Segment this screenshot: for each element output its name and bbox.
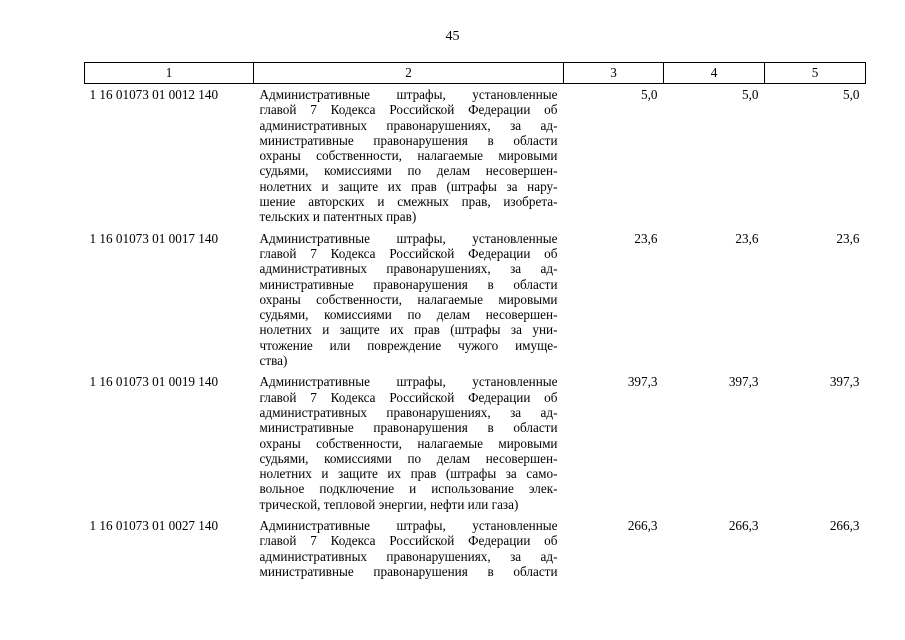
value-col-3: 5,0: [641, 87, 658, 102]
description-line: Административные штрафы, установленные: [259, 87, 558, 102]
value-col-5: 397,3: [829, 374, 860, 390]
value-col-5: 5,0: [843, 87, 860, 102]
description-line: нолетних и защите их прав (штрафы за само-: [259, 466, 558, 482]
description-line: судьями, комиссиями по делам несовершен-: [259, 307, 558, 323]
description-line: судьями, комиссиями по делам несовершен-: [259, 450, 558, 466]
description-line: министративные правонарушения в области: [259, 276, 558, 292]
value-col-5: 266,3: [829, 518, 860, 534]
description-line: главой 7 Кодекса Российской Федерации об: [259, 389, 558, 405]
description-line: нолетних и защите их прав (штрафы за нару-: [259, 178, 558, 194]
value-col-3: 397,3: [627, 374, 658, 390]
table-row: [85, 515, 866, 579]
value-col-3: 23,6: [634, 230, 658, 246]
description-line: охраны собственности, налагаемые мировыми: [259, 148, 558, 164]
description-line: министративные правонарушения в области: [259, 420, 558, 436]
description: [254, 515, 564, 579]
description-line: трической, тепловой энергии, нефти или газа): [259, 496, 519, 512]
description-line: Административные штрафы, установленные: [259, 230, 558, 246]
value-col-4: 23,6: [735, 230, 759, 246]
description-line: тельских и патентных прав): [259, 209, 417, 225]
description-line: ства): [259, 353, 288, 369]
description-line: Административные штрафы, установленные: [259, 374, 558, 390]
column-header-3: 3: [564, 63, 664, 84]
value-col-4: 397,3: [728, 374, 759, 390]
column-header-1: 1: [85, 63, 254, 84]
budget-code: 1 16 01073 01 0017 140: [89, 230, 219, 246]
value-col-4: 5,0: [742, 87, 759, 102]
budget-code: 1 16 01073 01 0012 140: [89, 87, 219, 102]
table-row: [85, 371, 866, 515]
column-header-2: 2: [254, 63, 564, 84]
budget-code: 1 16 01073 01 0019 140: [89, 374, 219, 390]
description: [254, 228, 564, 372]
table-row: [85, 228, 866, 372]
value-col-3: 266,3: [627, 518, 658, 534]
column-header-5: 5: [765, 63, 866, 84]
description-line: министративные правонарушения в области: [259, 563, 558, 579]
description-line: главой 7 Кодекса Российской Федерации об: [259, 102, 558, 118]
table-row: [85, 84, 866, 228]
budget-table: [84, 62, 866, 579]
description-line: охраны собственности, налагаемые мировыми: [259, 291, 558, 307]
description-line: административных правонарушениях, за ад-: [259, 548, 558, 564]
description-line: вольное подключение и использование элек-: [259, 481, 558, 497]
description-line: главой 7 Кодекса Российской Федерации об: [259, 245, 558, 261]
description-line: министративные правонарушения в области: [259, 132, 558, 148]
description-line: административных правонарушениях, за ад-: [259, 117, 558, 133]
description-line: административных правонарушениях, за ад-: [259, 261, 558, 277]
description-line: административных правонарушениях, за ад-: [259, 404, 558, 420]
value-col-4: 266,3: [728, 518, 759, 534]
description-line: шение авторских и смежных прав, изобрета-: [259, 194, 558, 210]
description-line: Административные штрафы, установленные: [259, 518, 558, 534]
table-header-row: [85, 63, 866, 84]
description-line: главой 7 Кодекса Российской Федерации об: [259, 533, 558, 549]
description: [254, 84, 564, 228]
description-line: судьями, комиссиями по делам несовершен-: [259, 163, 558, 179]
value-col-5: 23,6: [836, 230, 860, 246]
budget-code: 1 16 01073 01 0027 140: [89, 518, 219, 534]
column-header-4: 4: [664, 63, 765, 84]
description: [254, 371, 564, 515]
page-number: 45: [445, 29, 460, 44]
description-line: охраны собственности, налагаемые мировыми: [259, 435, 558, 451]
description-line: чтожение или повреждение чужого имуще-: [259, 337, 558, 353]
description-line: нолетних и защите их прав (штрафы за уни-: [259, 322, 558, 338]
